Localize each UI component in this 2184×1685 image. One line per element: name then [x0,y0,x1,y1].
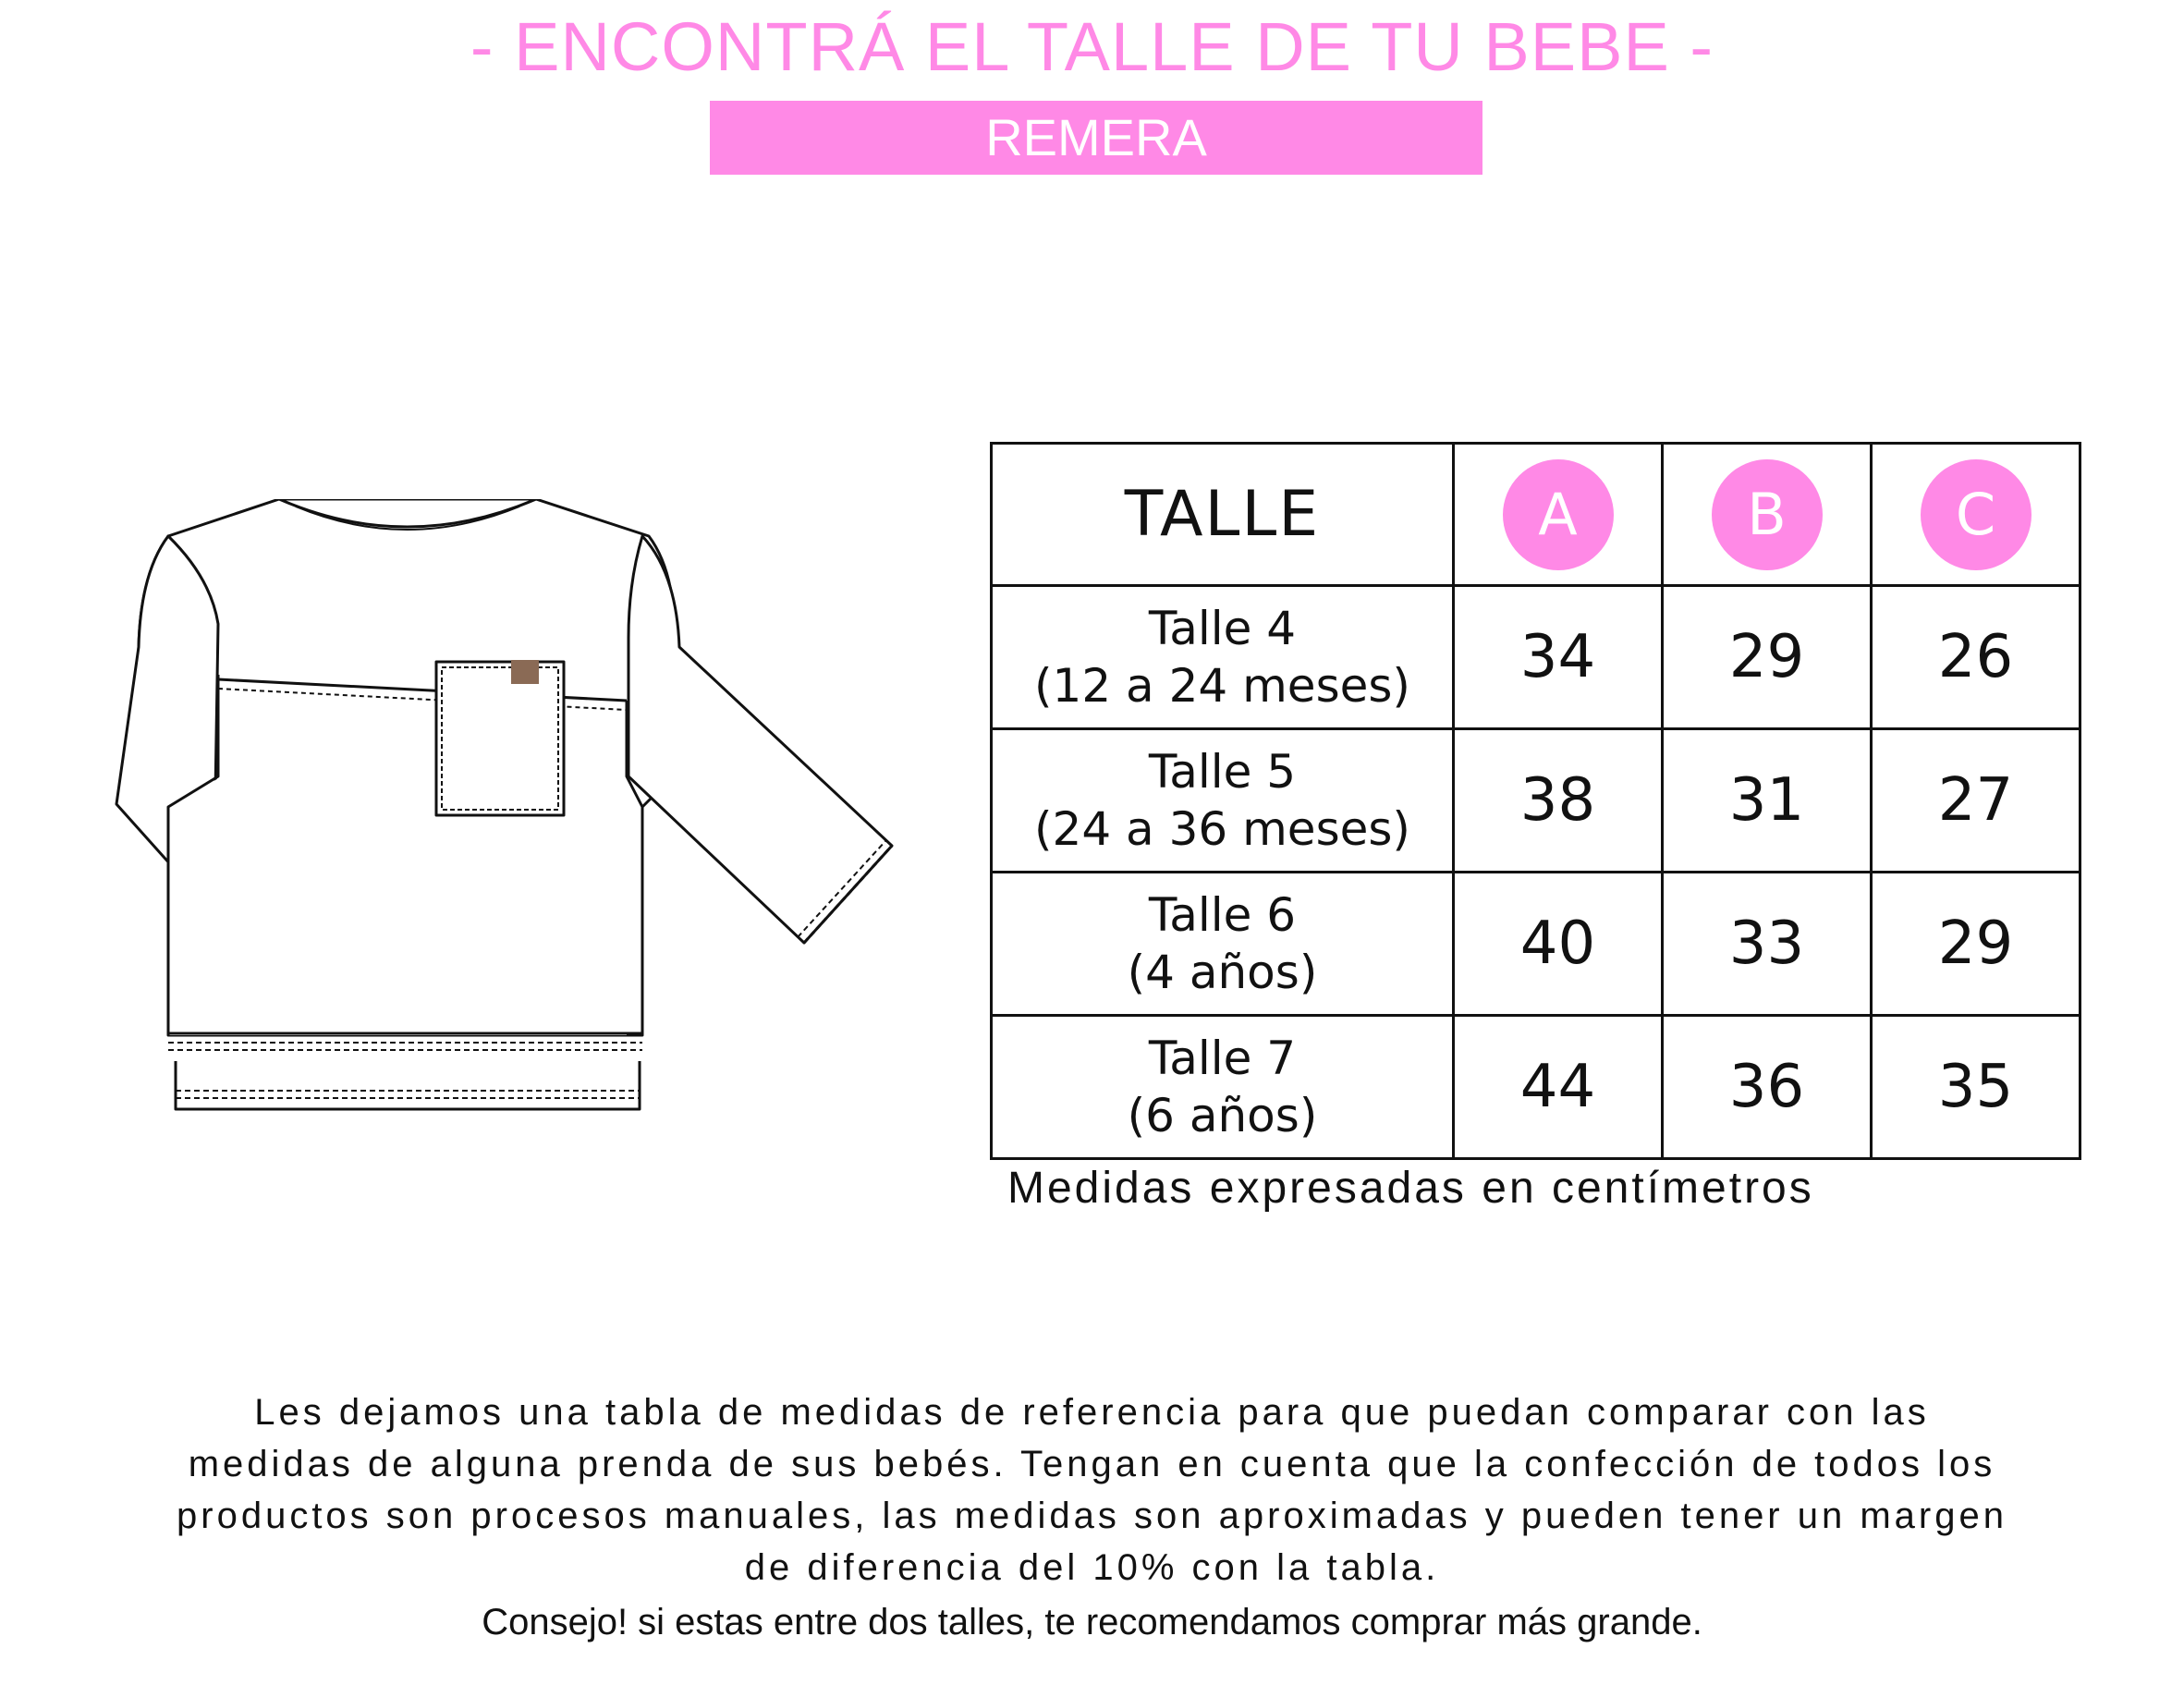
units-note: Medidas expresadas en centímetros [1007,1164,1814,1213]
header-col-a [1454,444,1663,586]
table-row [992,873,2080,1016]
disclaimer-paragraph [46,1386,2138,1593]
value-c: 26 [1872,586,2080,729]
size-label-cell: Talle 6 (4 años) [992,873,1454,1016]
value-c: 27 [1872,729,2080,873]
value-a: 40 [1454,873,1663,1016]
value-c: 35 [1872,1016,2080,1159]
disclaimer-line: productos son procesos manuales, las medidas son aproximadas y pueden tener un margen [177,1496,2007,1536]
header-col-c [1872,444,2080,586]
header-col-b [1663,444,1872,586]
disclaimer-line: medidas de alguna prenda de sus bebés. Tengan en cuenta que la confección de todos los [188,1444,1996,1484]
value-a: 44 [1454,1016,1663,1159]
header-talle: TALLE [992,444,1454,586]
table-row [992,1016,2080,1159]
value-a: 34 [1454,586,1663,729]
value-b: 29 [1663,586,1872,729]
value-a: 38 [1454,729,1663,873]
size-label-cell: Talle 5 (24 a 36 meses) [992,729,1454,873]
size-table [990,442,2081,1160]
sizing-tip: Consejo! si estas entre dos talles, te recomendamos comprar más grande. [482,1602,1702,1642]
measure-c-badge: C [1921,459,2031,570]
page-title: - ENCONTRÁ EL TALLE DE TU BEBE - [470,8,1714,85]
measure-a-badge: A [1503,459,1614,570]
table-row [992,586,2080,729]
value-b: 36 [1663,1016,1872,1159]
table-row [992,729,2080,873]
disclaimer-line: Les dejamos una tabla de medidas de referencia para que puedan comparar con las [254,1392,1930,1433]
measure-b-badge: B [1712,459,1823,570]
brand-label-tag [511,660,539,684]
garment-type-banner: REMERA [710,101,1482,175]
disclaimer-line: de diferencia del 10% con la tabla. [744,1547,1440,1588]
size-label-cell: Talle 4 (12 a 24 meses) [992,586,1454,729]
size-label-cell: Talle 7 (6 años) [992,1016,1454,1159]
shirt-illustration [111,499,906,1128]
value-b: 33 [1663,873,1872,1016]
table-header-row [992,444,2080,586]
value-b: 31 [1663,729,1872,873]
value-c: 29 [1872,873,2080,1016]
